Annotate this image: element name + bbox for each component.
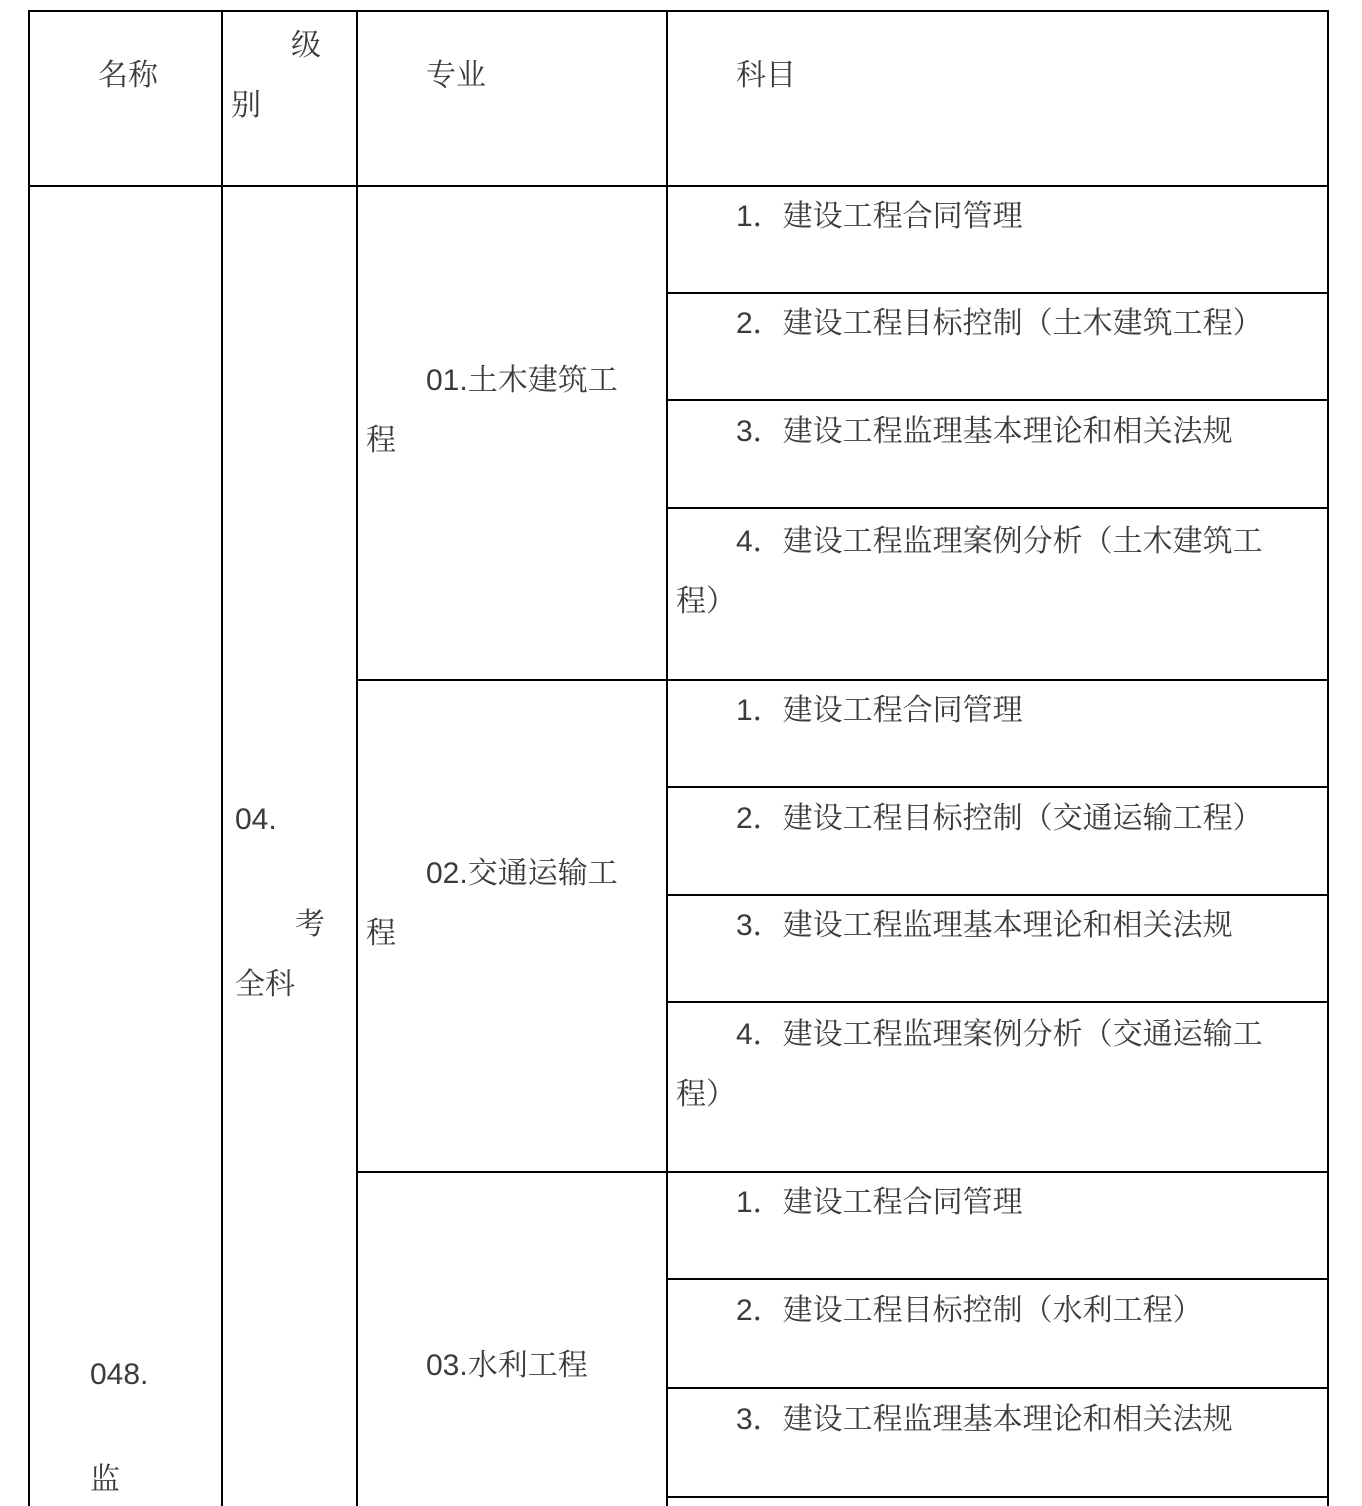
subject-cell: [667, 680, 1328, 787]
level-text-line2: 考: [295, 908, 325, 941]
major-text-line2: 程: [366, 423, 396, 457]
header-cell-subject: [667, 11, 1328, 186]
exam-subjects-table: [28, 10, 1329, 1506]
level-text-line1: 04.: [235, 803, 277, 836]
subject-text: 2．建设工程目标控制（土木建筑工程）: [736, 307, 1263, 340]
subject-text: 1．建设工程合同管理: [736, 1186, 1023, 1219]
name-cell: [29, 186, 222, 1506]
header-cell-major: [357, 11, 667, 186]
header-major-label: 专业: [426, 59, 486, 92]
subject-cell: [667, 1388, 1328, 1497]
subject-text: 2．建设工程目标控制（水利工程）: [736, 1294, 1203, 1327]
subject-cell-empty: [667, 1497, 1328, 1506]
subject-text-line2: 程）: [676, 1077, 736, 1111]
table-header-row: [29, 11, 1328, 186]
subject-text-line1: 4．建设工程监理案例分析（土木建筑工: [736, 524, 1263, 558]
name-text-line1: 048.: [90, 1358, 149, 1391]
subject-cell: [667, 400, 1328, 508]
subject-text: 1．建设工程合同管理: [736, 694, 1023, 727]
major-cell-transport: [357, 680, 667, 1172]
major-cell-civil: [357, 186, 667, 680]
subject-cell: [667, 1279, 1328, 1388]
subject-cell: [667, 293, 1328, 400]
header-level-label-line2: 别: [231, 89, 261, 122]
header-name-label: 名称: [98, 59, 158, 92]
major-cell-water: [357, 1172, 667, 1506]
name-text-line2: 监: [90, 1463, 120, 1496]
subject-text: 3．建设工程监理基本理论和相关法规: [736, 414, 1233, 448]
major-text-line1: 02.交通运输工: [426, 856, 618, 890]
header-subject-label: 科目: [736, 59, 796, 92]
subject-cell: [667, 787, 1328, 895]
header-level-label-line1: 级: [291, 29, 321, 62]
subject-text-line2: 程）: [676, 584, 736, 618]
subject-cell: [667, 1002, 1328, 1172]
subject-text: 3．建设工程监理基本理论和相关法规: [736, 1403, 1233, 1436]
subject-cell: [667, 895, 1328, 1002]
subject-cell: [667, 508, 1328, 680]
table-row: [29, 186, 1328, 293]
subject-text: 3．建设工程监理基本理论和相关法规: [736, 909, 1233, 942]
level-cell: [222, 186, 357, 1506]
major-text-line2: 程: [366, 916, 396, 950]
header-cell-level: [222, 11, 357, 186]
subject-text: 1．建设工程合同管理: [736, 200, 1023, 233]
major-text-line1: 01.土木建筑工: [426, 363, 618, 397]
subject-cell: [667, 186, 1328, 293]
subject-text: 2．建设工程目标控制（交通运输工程）: [736, 801, 1263, 835]
major-text-line1: 03.水利工程: [426, 1349, 588, 1382]
subject-cell: [667, 1172, 1328, 1279]
subject-text-line1: 4．建设工程监理案例分析（交通运输工: [736, 1017, 1263, 1051]
header-cell-name: [29, 11, 222, 186]
level-text-line3: 全科: [235, 968, 295, 1001]
